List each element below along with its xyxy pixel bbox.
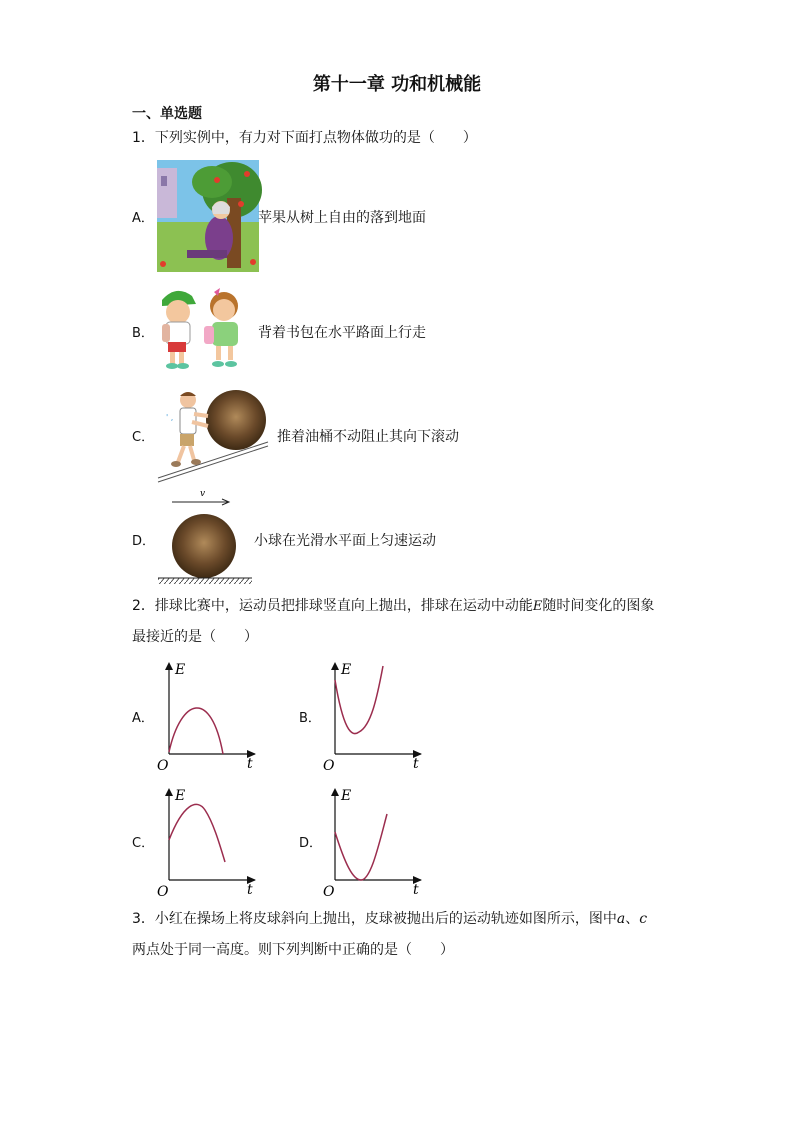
q2-option-d-label: D． xyxy=(299,836,323,851)
graph-c-x-label: t xyxy=(247,882,253,898)
q3-var-a: a xyxy=(616,911,626,927)
q2-var-e: E xyxy=(532,599,543,614)
velocity-label: v xyxy=(200,489,206,499)
q1-option-a-text: 苹果从树上自由的落到地面 xyxy=(258,210,426,226)
svg-text:' ,: ' , xyxy=(166,413,174,422)
push-oil-drum-illustration xyxy=(156,386,272,482)
graph-b-origin: O xyxy=(323,758,335,774)
q1-option-d-text: 小球在光滑水平面上匀速运动 xyxy=(254,533,436,549)
section-heading: 一、单选题 xyxy=(132,106,202,122)
ball-on-smooth-surface-illustration xyxy=(156,486,254,586)
graph-a-y-label: E xyxy=(175,662,186,678)
graph-a-origin: O xyxy=(157,758,169,774)
children-backpacks-illustration xyxy=(158,286,248,372)
graph-d-origin: O xyxy=(323,884,335,900)
q1-option-b-label: B． xyxy=(132,326,154,341)
question-3-stem-line2: 两点处于同一高度。则下列判断中正确的是（ ） xyxy=(132,942,454,958)
graph-d xyxy=(321,784,431,900)
q1-option-d-label: D． xyxy=(132,534,156,549)
q1-option-a-label: A． xyxy=(132,211,154,226)
graph-c xyxy=(155,784,265,900)
graph-b-x-label: t xyxy=(413,756,419,772)
graph-a-x-label: t xyxy=(247,756,253,772)
apple-tree-illustration xyxy=(157,160,259,272)
question-2-stem-line2: 最接近的是（ ） xyxy=(132,629,258,645)
q2-option-a-label: A． xyxy=(132,711,154,726)
graph-d-x-label: t xyxy=(413,882,419,898)
q2-option-c-label: C． xyxy=(132,836,155,851)
graph-b xyxy=(321,658,431,774)
page-title: 第十一章 功和机械能 xyxy=(312,74,482,95)
graph-b-y-label: E xyxy=(341,662,352,678)
graph-c-origin: O xyxy=(157,884,169,900)
graph-a xyxy=(155,658,265,774)
q1-option-c-label: C． xyxy=(132,430,155,445)
question-2-stem-line1: 2．排球比赛中，运动员把排球竖直向上抛出，排球在运动中动能E随时间变化的图象 xyxy=(132,598,655,614)
q3-var-c: c xyxy=(639,911,648,927)
question-3-stem-line1: 3．小红在操场上将皮球斜向上抛出，皮球被抛出后的运动轨迹如图所示，图中a、c xyxy=(132,911,648,927)
q1-option-b-text: 背着书包在水平路面上行走 xyxy=(258,325,426,341)
graph-c-y-label: E xyxy=(175,788,186,804)
q1-option-c-text: 推着油桶不动阻止其向下滚动 xyxy=(277,429,459,445)
question-1-stem: 1．下列实例中，有力对下面打点物体做功的是（ ） xyxy=(132,130,477,146)
graph-d-y-label: E xyxy=(341,788,352,804)
q2-option-b-label: B． xyxy=(299,711,321,726)
